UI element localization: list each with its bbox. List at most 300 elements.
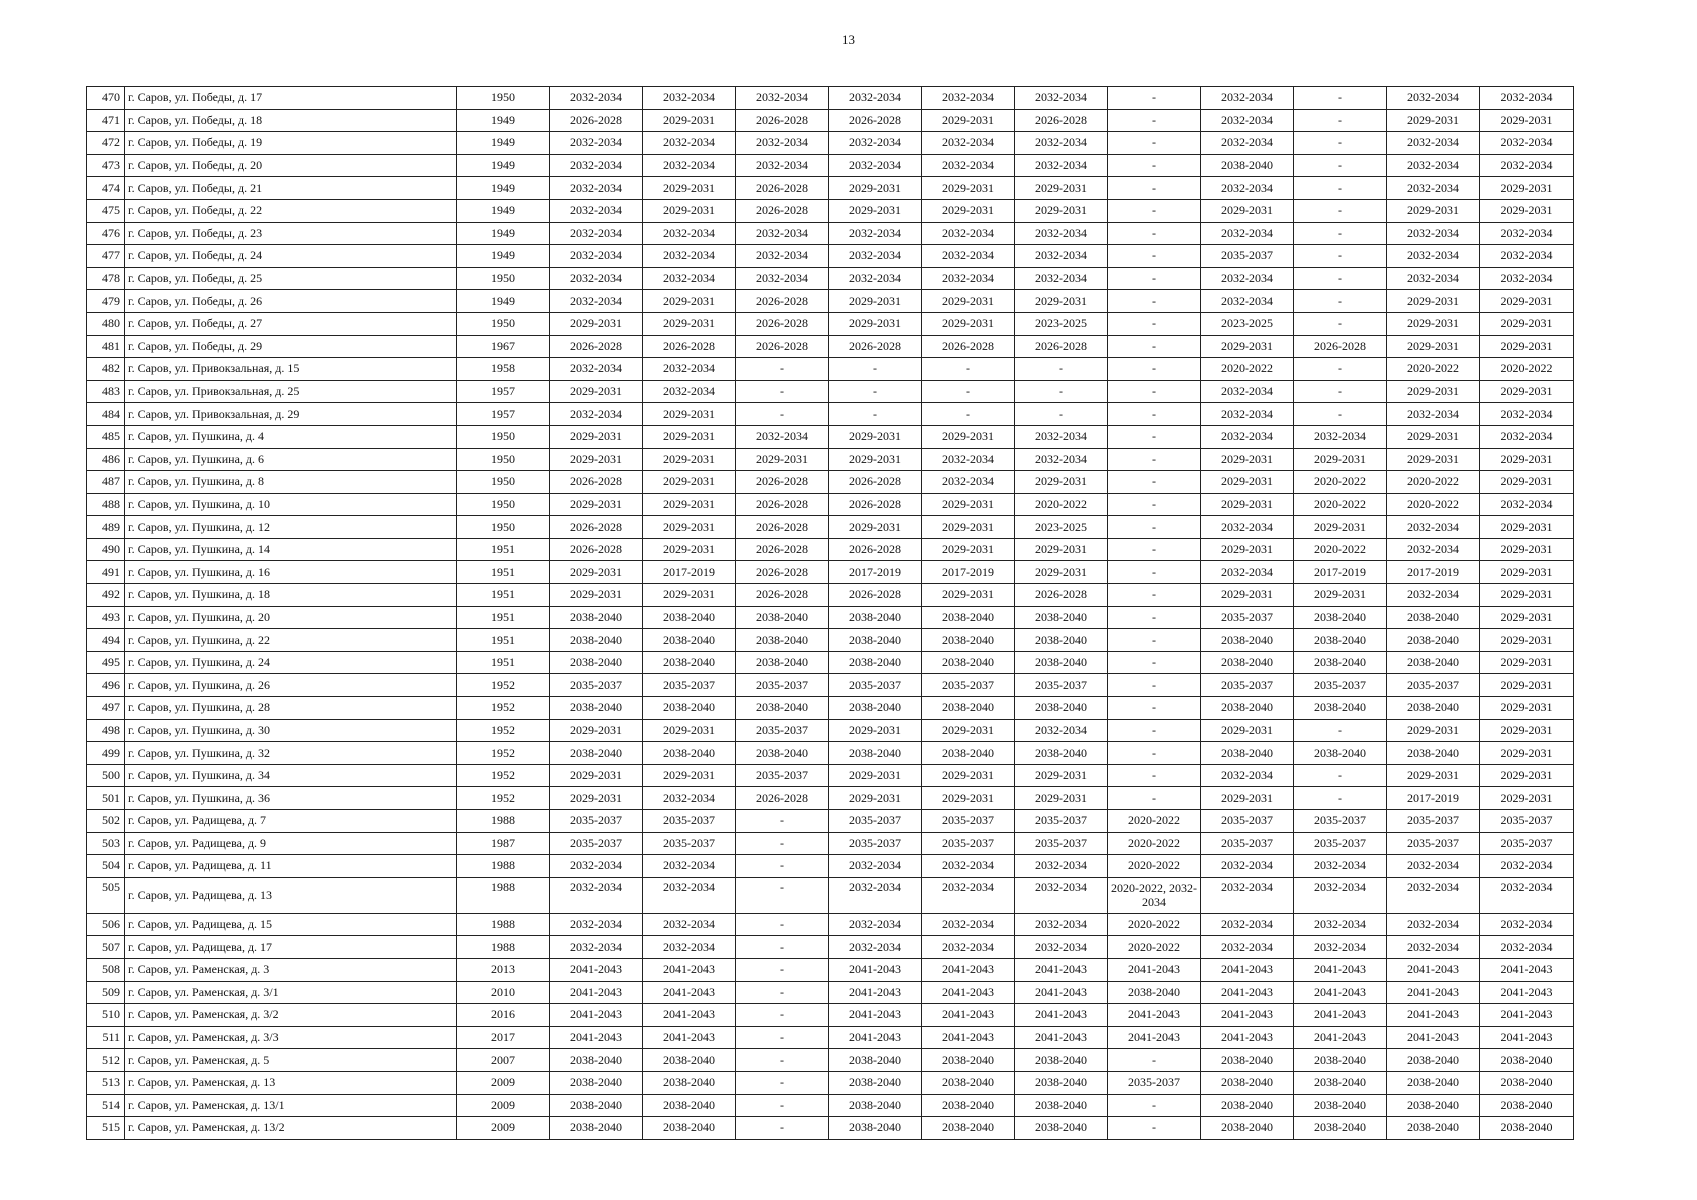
period-cell: 2029-2031: [1480, 335, 1574, 358]
period-cell: 2029-2031: [829, 787, 922, 810]
period-cell: -: [922, 358, 1015, 381]
address-cell: г. Саров, ул. Раменская, д. 5: [125, 1049, 457, 1072]
table-row: [87, 199, 1574, 222]
period-cell: 2038-2040: [643, 606, 736, 629]
address-cell: г. Саров, ул. Пушкина, д. 28: [125, 697, 457, 720]
period-cell: 2020-2022: [1015, 493, 1108, 516]
period-cell: 2029-2031: [736, 448, 829, 471]
period-cell: 2035-2037: [550, 810, 643, 833]
period-cell: -: [1108, 312, 1201, 335]
period-cell: 2041-2043: [1387, 981, 1480, 1004]
address-cell: г. Саров, ул. Радищева, д. 15: [125, 913, 457, 936]
period-cell: 2032-2034: [1015, 87, 1108, 110]
row-number-cell: 478: [87, 267, 125, 290]
period-cell: -: [1108, 109, 1201, 132]
period-cell: 2029-2031: [1480, 764, 1574, 787]
period-cell: -: [736, 403, 829, 426]
period-cell: 2026-2028: [736, 335, 829, 358]
address-cell: г. Саров, ул. Раменская, д. 13/1: [125, 1094, 457, 1117]
period-cell: 2035-2037: [736, 764, 829, 787]
year-built-cell: 1951: [457, 606, 550, 629]
period-cell: 2032-2034: [829, 132, 922, 155]
address-cell: г. Саров, ул. Раменская, д. 3/1: [125, 981, 457, 1004]
period-cell: 2032-2034: [1015, 936, 1108, 959]
period-cell: -: [736, 810, 829, 833]
period-cell: 2038-2040: [1201, 1094, 1294, 1117]
table-row: [87, 312, 1574, 335]
period-cell: 2032-2034: [1387, 538, 1480, 561]
period-cell: 2041-2043: [550, 958, 643, 981]
period-cell: 2029-2031: [922, 493, 1015, 516]
period-cell: 2032-2034: [1201, 425, 1294, 448]
period-cell: 2026-2028: [1015, 109, 1108, 132]
period-cell: 2029-2031: [550, 719, 643, 742]
row-number-cell: 476: [87, 222, 125, 245]
row-number-cell: 491: [87, 561, 125, 584]
period-cell: 2020-2022, 2032-2034: [1108, 877, 1201, 913]
year-built-cell: 1952: [457, 674, 550, 697]
row-number-cell: 474: [87, 177, 125, 200]
period-cell: -: [736, 832, 829, 855]
period-cell: 2032-2034: [922, 448, 1015, 471]
period-cell: 2026-2028: [550, 538, 643, 561]
address-cell: г. Саров, ул. Радищева, д. 9: [125, 832, 457, 855]
row-number-cell: 514: [87, 1094, 125, 1117]
period-cell: 2035-2037: [1201, 674, 1294, 697]
period-cell: 2029-2031: [1387, 764, 1480, 787]
period-cell: 2038-2040: [1201, 1049, 1294, 1072]
period-cell: 2020-2022: [1294, 538, 1387, 561]
period-cell: 2029-2031: [550, 584, 643, 607]
period-cell: 2029-2031: [1480, 380, 1574, 403]
year-built-cell: 1950: [457, 267, 550, 290]
address-cell: г. Саров, ул. Пушкина, д. 30: [125, 719, 457, 742]
period-cell: 2035-2037: [1108, 1071, 1201, 1094]
period-cell: 2038-2040: [829, 606, 922, 629]
repair-schedule-table: [86, 86, 1574, 1140]
period-cell: 2038-2040: [643, 651, 736, 674]
period-cell: 2020-2022: [1294, 493, 1387, 516]
period-cell: 2038-2040: [1201, 697, 1294, 720]
period-cell: 2032-2034: [1387, 132, 1480, 155]
period-cell: -: [736, 1071, 829, 1094]
period-cell: -: [1294, 267, 1387, 290]
row-number-cell: 505: [87, 877, 125, 913]
period-cell: 2026-2028: [829, 335, 922, 358]
period-cell: 2032-2034: [1387, 403, 1480, 426]
year-built-cell: 1952: [457, 697, 550, 720]
period-cell: 2029-2031: [550, 312, 643, 335]
period-cell: 2035-2037: [736, 674, 829, 697]
period-cell: 2029-2031: [922, 538, 1015, 561]
period-cell: 2032-2034: [1387, 245, 1480, 268]
row-number-cell: 490: [87, 538, 125, 561]
period-cell: -: [1294, 290, 1387, 313]
period-cell: -: [1108, 267, 1201, 290]
period-cell: 2032-2034: [736, 245, 829, 268]
period-cell: 2041-2043: [550, 1026, 643, 1049]
period-cell: 2035-2037: [643, 810, 736, 833]
period-cell: 2029-2031: [922, 290, 1015, 313]
period-cell: 2038-2040: [1387, 1071, 1480, 1094]
period-cell: 2029-2031: [1480, 651, 1574, 674]
period-cell: 2038-2040: [1201, 154, 1294, 177]
period-cell: 2032-2034: [1015, 425, 1108, 448]
year-built-cell: 1988: [457, 877, 550, 913]
period-cell: 2035-2037: [550, 832, 643, 855]
period-cell: 2038-2040: [1387, 629, 1480, 652]
table-row: [87, 493, 1574, 516]
year-built-cell: 1949: [457, 222, 550, 245]
period-cell: 2017-2019: [1294, 561, 1387, 584]
period-cell: -: [1108, 561, 1201, 584]
period-cell: -: [1294, 719, 1387, 742]
period-cell: 2026-2028: [736, 290, 829, 313]
period-cell: -: [1108, 199, 1201, 222]
period-cell: 2020-2022: [1108, 810, 1201, 833]
table-row: [87, 606, 1574, 629]
period-cell: 2038-2040: [1294, 1094, 1387, 1117]
period-cell: 2032-2034: [550, 290, 643, 313]
period-cell: 2032-2034: [829, 245, 922, 268]
period-cell: 2041-2043: [550, 981, 643, 1004]
table-row: [87, 958, 1574, 981]
period-cell: 2029-2031: [643, 471, 736, 494]
address-cell: г. Саров, ул. Пушкина, д. 20: [125, 606, 457, 629]
table-row: [87, 358, 1574, 381]
period-cell: 2029-2031: [1294, 516, 1387, 539]
period-cell: 2029-2031: [1015, 471, 1108, 494]
period-cell: 2032-2034: [1201, 222, 1294, 245]
period-cell: 2035-2037: [1201, 245, 1294, 268]
address-cell: г. Саров, ул. Радищева, д. 13: [125, 877, 457, 913]
period-cell: 2032-2034: [550, 177, 643, 200]
period-cell: 2029-2031: [1387, 290, 1480, 313]
year-built-cell: 1949: [457, 154, 550, 177]
period-cell: 2032-2034: [1387, 267, 1480, 290]
period-cell: 2032-2034: [643, 87, 736, 110]
period-cell: 2032-2034: [736, 87, 829, 110]
period-cell: 2017-2019: [643, 561, 736, 584]
period-cell: 2032-2034: [1480, 936, 1574, 959]
period-cell: 2032-2034: [829, 87, 922, 110]
period-cell: 2029-2031: [1480, 199, 1574, 222]
period-cell: -: [1108, 290, 1201, 313]
year-built-cell: 1958: [457, 358, 550, 381]
table-row: [87, 1004, 1574, 1027]
period-cell: 2032-2034: [1201, 87, 1294, 110]
period-cell: 2029-2031: [1480, 312, 1574, 335]
address-cell: г. Саров, ул. Победы, д. 20: [125, 154, 457, 177]
period-cell: 2032-2034: [1387, 87, 1480, 110]
period-cell: 2041-2043: [643, 958, 736, 981]
table-row: [87, 1026, 1574, 1049]
period-cell: 2032-2034: [829, 913, 922, 936]
row-number-cell: 482: [87, 358, 125, 381]
period-cell: 2032-2034: [1480, 245, 1574, 268]
period-cell: 2026-2028: [829, 584, 922, 607]
period-cell: 2038-2040: [643, 1117, 736, 1140]
period-cell: 2035-2037: [1387, 810, 1480, 833]
period-cell: 2032-2034: [1015, 222, 1108, 245]
period-cell: 2041-2043: [1015, 1026, 1108, 1049]
period-cell: 2029-2031: [829, 312, 922, 335]
period-cell: 2032-2034: [643, 154, 736, 177]
period-cell: 2029-2031: [643, 109, 736, 132]
period-cell: 2020-2022: [1108, 913, 1201, 936]
period-cell: 2038-2040: [1294, 651, 1387, 674]
period-cell: 2038-2040: [550, 629, 643, 652]
period-cell: 2032-2034: [1480, 87, 1574, 110]
period-cell: 2032-2034: [643, 855, 736, 878]
period-cell: 2032-2034: [922, 132, 1015, 155]
period-cell: 2035-2037: [1201, 810, 1294, 833]
period-cell: 2032-2034: [922, 471, 1015, 494]
address-cell: г. Саров, ул. Победы, д. 21: [125, 177, 457, 200]
period-cell: -: [736, 1094, 829, 1117]
period-cell: -: [1015, 403, 1108, 426]
year-built-cell: 1950: [457, 448, 550, 471]
period-cell: 2038-2040: [922, 1049, 1015, 1072]
row-number-cell: 504: [87, 855, 125, 878]
period-cell: 2026-2028: [736, 177, 829, 200]
period-cell: 2029-2031: [1480, 606, 1574, 629]
period-cell: -: [1108, 87, 1201, 110]
period-cell: -: [829, 358, 922, 381]
period-cell: 2032-2034: [550, 403, 643, 426]
row-number-cell: 485: [87, 425, 125, 448]
period-cell: 2020-2022: [1387, 471, 1480, 494]
table-row: [87, 403, 1574, 426]
period-cell: 2038-2040: [736, 651, 829, 674]
period-cell: 2029-2031: [1015, 177, 1108, 200]
period-cell: 2029-2031: [643, 425, 736, 448]
period-cell: 2038-2040: [550, 1071, 643, 1094]
table-row: [87, 764, 1574, 787]
period-cell: -: [1108, 516, 1201, 539]
address-cell: г. Саров, ул. Пушкина, д. 16: [125, 561, 457, 584]
period-cell: 2029-2031: [1387, 199, 1480, 222]
period-cell: 2035-2037: [829, 810, 922, 833]
period-cell: -: [1294, 177, 1387, 200]
address-cell: г. Саров, ул. Победы, д. 29: [125, 335, 457, 358]
period-cell: -: [1294, 380, 1387, 403]
period-cell: -: [736, 1117, 829, 1140]
year-built-cell: 1952: [457, 742, 550, 765]
period-cell: 2032-2034: [1201, 290, 1294, 313]
row-number-cell: 506: [87, 913, 125, 936]
period-cell: 2041-2043: [550, 1004, 643, 1027]
period-cell: 2032-2034: [1387, 877, 1480, 913]
period-cell: 2029-2031: [1201, 538, 1294, 561]
period-cell: 2029-2031: [1480, 538, 1574, 561]
period-cell: 2038-2040: [736, 697, 829, 720]
period-cell: 2038-2040: [829, 697, 922, 720]
row-number-cell: 507: [87, 936, 125, 959]
period-cell: 2038-2040: [736, 629, 829, 652]
period-cell: 2032-2034: [550, 154, 643, 177]
period-cell: 2041-2043: [922, 958, 1015, 981]
period-cell: 2038-2040: [829, 1049, 922, 1072]
period-cell: 2029-2031: [550, 493, 643, 516]
period-cell: 2029-2031: [1387, 109, 1480, 132]
period-cell: -: [1108, 245, 1201, 268]
period-cell: 2041-2043: [1015, 1004, 1108, 1027]
period-cell: 2041-2043: [1201, 981, 1294, 1004]
year-built-cell: 1950: [457, 516, 550, 539]
period-cell: 2020-2022: [1294, 471, 1387, 494]
period-cell: 2038-2040: [922, 651, 1015, 674]
period-cell: 2029-2031: [829, 764, 922, 787]
period-cell: -: [1108, 606, 1201, 629]
period-cell: -: [736, 936, 829, 959]
period-cell: 2032-2034: [922, 267, 1015, 290]
row-number-cell: 513: [87, 1071, 125, 1094]
period-cell: -: [829, 380, 922, 403]
period-cell: 2026-2028: [829, 538, 922, 561]
period-cell: -: [1108, 403, 1201, 426]
row-number-cell: 495: [87, 651, 125, 674]
period-cell: 2029-2031: [922, 516, 1015, 539]
period-cell: 2035-2037: [922, 810, 1015, 833]
table-row: [87, 561, 1574, 584]
period-cell: 2032-2034: [1201, 764, 1294, 787]
table-row: [87, 1117, 1574, 1140]
period-cell: 2032-2034: [1201, 561, 1294, 584]
period-cell: 2029-2031: [829, 448, 922, 471]
period-cell: 2032-2034: [1480, 855, 1574, 878]
address-cell: г. Саров, ул. Победы, д. 26: [125, 290, 457, 313]
period-cell: 2029-2031: [1015, 764, 1108, 787]
period-cell: 2041-2043: [1294, 1004, 1387, 1027]
period-cell: 2032-2034: [1201, 109, 1294, 132]
period-cell: 2038-2040: [1201, 1117, 1294, 1140]
period-cell: 2032-2034: [1480, 913, 1574, 936]
address-cell: г. Саров, ул. Победы, д. 25: [125, 267, 457, 290]
year-built-cell: 1957: [457, 403, 550, 426]
row-number-cell: 512: [87, 1049, 125, 1072]
year-built-cell: 2013: [457, 958, 550, 981]
row-number-cell: 511: [87, 1026, 125, 1049]
row-number-cell: 493: [87, 606, 125, 629]
row-number-cell: 480: [87, 312, 125, 335]
period-cell: 2032-2034: [922, 855, 1015, 878]
row-number-cell: 475: [87, 199, 125, 222]
period-cell: 2029-2031: [829, 199, 922, 222]
period-cell: -: [1294, 222, 1387, 245]
table-row: [87, 742, 1574, 765]
period-cell: 2026-2028: [736, 584, 829, 607]
period-cell: 2038-2040: [550, 697, 643, 720]
period-cell: 2038-2040: [1294, 697, 1387, 720]
period-cell: 2032-2034: [643, 245, 736, 268]
table-row: [87, 697, 1574, 720]
period-cell: 2029-2031: [550, 787, 643, 810]
period-cell: -: [1108, 1049, 1201, 1072]
period-cell: 2029-2031: [829, 425, 922, 448]
period-cell: 2041-2043: [1387, 1026, 1480, 1049]
period-cell: 2029-2031: [1387, 425, 1480, 448]
period-cell: 2032-2034: [829, 222, 922, 245]
year-built-cell: 1988: [457, 936, 550, 959]
period-cell: 2020-2022: [1387, 493, 1480, 516]
row-number-cell: 503: [87, 832, 125, 855]
period-cell: -: [1108, 222, 1201, 245]
period-cell: -: [1108, 697, 1201, 720]
year-built-cell: 1952: [457, 764, 550, 787]
period-cell: 2029-2031: [1480, 719, 1574, 742]
period-cell: 2032-2034: [1294, 936, 1387, 959]
period-cell: 2029-2031: [1015, 561, 1108, 584]
period-cell: 2038-2040: [922, 1117, 1015, 1140]
period-cell: 2038-2040: [550, 1094, 643, 1117]
period-cell: 2032-2034: [550, 267, 643, 290]
period-cell: 2038-2040: [736, 606, 829, 629]
period-cell: 2035-2037: [1015, 810, 1108, 833]
period-cell: 2032-2034: [736, 222, 829, 245]
period-cell: 2032-2034: [1480, 267, 1574, 290]
table-row: [87, 913, 1574, 936]
period-cell: 2041-2043: [1387, 958, 1480, 981]
period-cell: 2038-2040: [1108, 981, 1201, 1004]
address-cell: г. Саров, ул. Победы, д. 27: [125, 312, 457, 335]
period-cell: 2029-2031: [1201, 493, 1294, 516]
page-number: 13: [842, 32, 855, 47]
address-cell: г. Саров, ул. Пушкина, д. 4: [125, 425, 457, 448]
year-built-cell: 1950: [457, 312, 550, 335]
period-cell: 2032-2034: [1387, 855, 1480, 878]
table-row: [87, 719, 1574, 742]
table-row: [87, 471, 1574, 494]
address-cell: г. Саров, ул. Пушкина, д. 14: [125, 538, 457, 561]
period-cell: 2041-2043: [922, 1026, 1015, 1049]
address-cell: г. Саров, ул. Победы, д. 24: [125, 245, 457, 268]
table-row: [87, 425, 1574, 448]
year-built-cell: 2017: [457, 1026, 550, 1049]
period-cell: 2041-2043: [1201, 1026, 1294, 1049]
period-cell: 2038-2040: [829, 651, 922, 674]
address-cell: г. Саров, ул. Раменская, д. 13: [125, 1071, 457, 1094]
address-cell: г. Саров, ул. Раменская, д. 13/2: [125, 1117, 457, 1140]
address-cell: г. Саров, ул. Радищева, д. 17: [125, 936, 457, 959]
period-cell: 2041-2043: [1480, 1004, 1574, 1027]
period-cell: 2038-2040: [643, 629, 736, 652]
period-cell: 2032-2034: [922, 222, 1015, 245]
period-cell: 2032-2034: [922, 913, 1015, 936]
period-cell: -: [1108, 674, 1201, 697]
period-cell: 2032-2034: [1387, 222, 1480, 245]
period-cell: -: [1015, 380, 1108, 403]
period-cell: -: [1294, 358, 1387, 381]
period-cell: 2035-2037: [1294, 810, 1387, 833]
period-cell: -: [1108, 651, 1201, 674]
period-cell: 2038-2040: [922, 1094, 1015, 1117]
row-number-cell: 497: [87, 697, 125, 720]
period-cell: 2029-2031: [1480, 516, 1574, 539]
period-cell: 2038-2040: [1294, 1049, 1387, 1072]
period-cell: 2038-2040: [829, 1117, 922, 1140]
period-cell: 2035-2037: [1015, 832, 1108, 855]
period-cell: 2041-2043: [643, 981, 736, 1004]
year-built-cell: 2009: [457, 1071, 550, 1094]
period-cell: 2026-2028: [1294, 335, 1387, 358]
year-built-cell: 1951: [457, 651, 550, 674]
period-cell: 2032-2034: [1015, 877, 1108, 913]
period-cell: 2038-2040: [922, 606, 1015, 629]
period-cell: 2032-2034: [1387, 584, 1480, 607]
period-cell: 2032-2034: [1015, 913, 1108, 936]
period-cell: 2041-2043: [1015, 981, 1108, 1004]
